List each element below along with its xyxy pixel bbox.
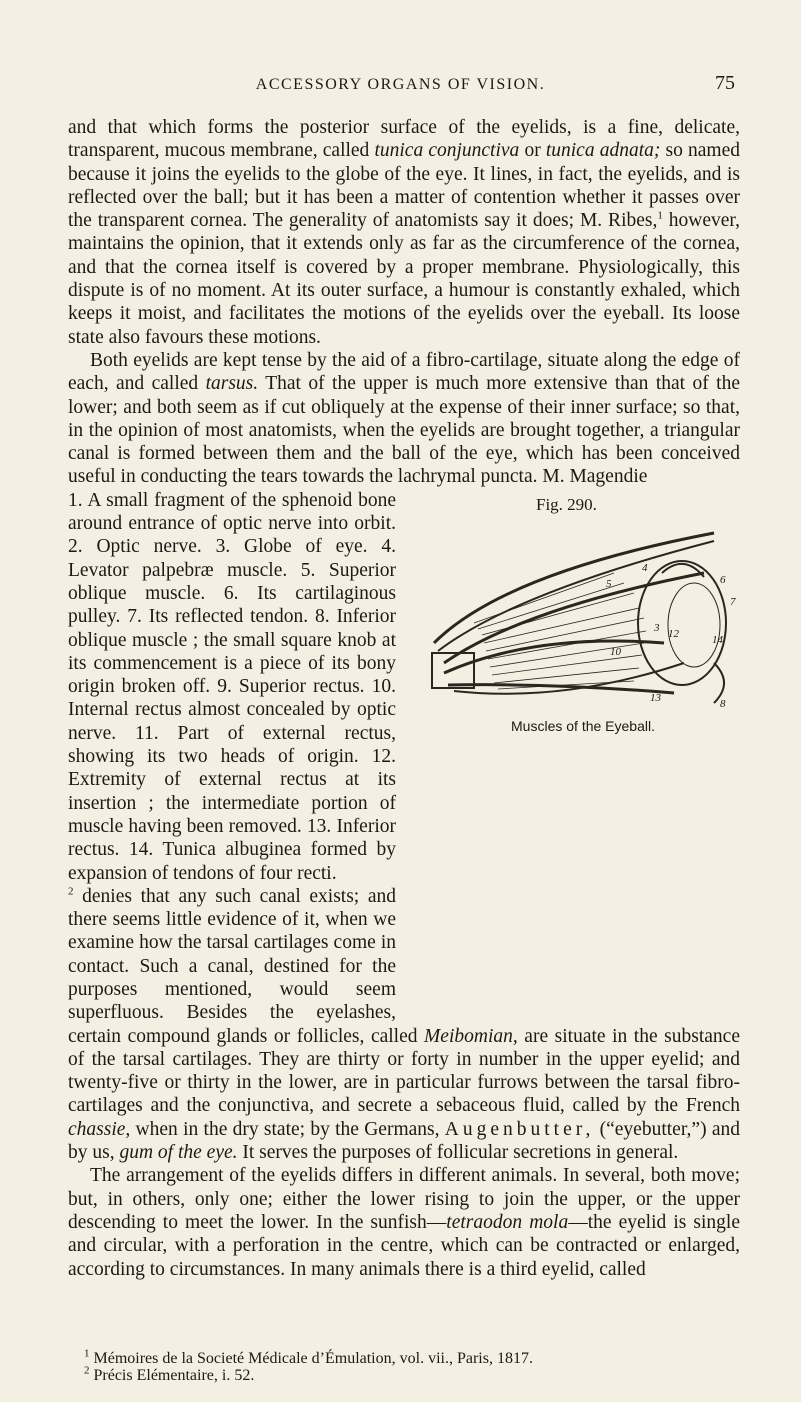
- paragraph-tarsus: Both eyelids are kept tense by the aid of a fibro-cartilage, situate along the edge of each, and called tarsus. That of the upper is much more extensive than that of the lower; and both seem as if cut obliquely at the expense of their inner surface; so that, in the opinion of most anatomists, when the eyelids are brought together, a triangular canal is formed between them and the ball of the eye, which has been conceived useful in conducting the tears towards the lachrymal puncta. M. Magendie Fig. 290. 4 5 6 7 3 12 14 10 13 8 Muscles of the Eyeball.: [68, 349, 740, 489]
- eyeball-muscles-drawing: [414, 513, 744, 713]
- figure-290: [404, 489, 740, 1014]
- term-chassie: chassie,: [68, 1118, 131, 1140]
- body-text: and that which forms the posterior surface of the eyelids, is a fine, delicate, transparent, mucous membrane, called tunica conjunctiva or tunica adnata; so named because it joins the eyelids to the globe of the eye. It lines, in fact, the eyelids, and is reflected over the ball; but it has been a matter of contention whether it passes over the transparent cornea. The generality of anatomists say it does; M. Ribes,$^1$ however, maintains the opinion, that it extends only as far as the circumference of the cornea, and that the cornea itself is covered by a proper membrane. Physiologically, this dispute is of no moment. At its outer surface, a humour is constantly exhaled, which keeps it moist, and facilitates the motions of the eyelids over the eyeball. Its loose state also favours these motions. Both eyelids are kept tense by the aid of a fibro-cartilage, situate along the edge of each, and called tarsus. That of the upper is much more extensive than that of the lower; and both seem as if cut obliquely at the expense of their inner surface; so that, in the opinion of most anatomists, when the eyelids are brought together, a triangular canal is formed between them and the ball of the eye, which has been conceived useful in conducting the tears towards the lachrymal puncta. M. Magendie Fig. 290. 4 5 6 7 3 12 14 10 13 8 Muscles of the Eyeball. 1. A small fragment of the sphenoid bone around entrance of optic nerve into orbit. 2. Optic nerve. 3. Globe of eye. 4. Levator palpebræ muscle. 5. Superior oblique muscle. 6. Its cartilaginous pulley. 7. Its reflected tendon. 8. Inferior oblique muscle ; the small square knob at its commencement is a piece of its bony origin broken off. 9. Superior rectus. 10. Internal rectus almost concealed by optic nerve. 11. Part of external rectus, showing its two heads of origin. 12. Extremity of external rectus at its insertion ; the intermediate portion of muscle having been removed. 13. Inferior rectus. 14. Tunica albuginea formed by expansion of tendons of four recti. $^2$ denies that any such canal exists; and there seems little evidence of it, when we examine how the tarsal cartilages come in contact. Such a canal, destined for the purposes mentioned, would seem superfluous. Besides the eyelashes, certain compound glands or follicles, called Meibomian, are situate in the substance of the tarsal cartilages. They are thirty or forty in number in the upper eyelid; and twenty-five or thirty in the lower, are in particular furrows between the tarsal fibro-cartilages and the conjunctiva, and secrete a sebaceous fluid, called by the French chassie, when in the dry state; by the Germans, Augenbutter, (“eyebutter,”) and by us, gum of the eye. It serves the purposes of follicular secretions in general. The arrangement of the eyelids differs in different animals. In several, both move; but, in others, only one; either the lower rising to join the upper, or the upper descending to meet the lower. In the sunfish—tetraodon mola—the eyelid is single and circular, with a perforation in the centre, which can be contracted or enlarged, according to circumstances. In many animals there is a third eyelid, called: [68, 116, 740, 1281]
- label-5: 5: [606, 577, 612, 590]
- footnotes: [84, 1347, 744, 1384]
- term-tunica-adnata: tunica adnata;: [545, 140, 661, 162]
- figure-label: Fig. 290.: [536, 494, 597, 514]
- label-6: 6: [720, 573, 726, 586]
- footnote-1: $^1$ Mémoires de la Societé Médicale d’Émulation, vol. vii., Paris, 1817.: [84, 1347, 533, 1367]
- page-number: 75: [715, 72, 735, 94]
- label-13: 13: [650, 691, 661, 704]
- paragraph-arrangement: The arrangement of the eyelids differs in different animals. In several, both move; but, in others, only one; either the lower rising to join the upper, or the upper descending to meet the lower. In the sunfish—tetraodon mola—the eyelid is single and circular, with a perforation in the centre, which can be contracted or enlarged, according to circumstances. In many animals there is a third eyelid, called: [68, 1165, 740, 1280]
- footnote-2: $^2$ Précis Elémentaire, i. 52.: [84, 1364, 255, 1384]
- running-title: ACCESSORY ORGANS OF VISION.: [255, 76, 546, 93]
- label-10: 10: [610, 645, 621, 658]
- term-tunica-conjunctiva: tunica conjunctiva: [374, 140, 520, 162]
- label-4: 4: [642, 561, 648, 574]
- label-12: 12: [668, 627, 679, 640]
- term-augenbutter: Augenbutter,: [444, 1118, 595, 1140]
- footnote-ref-1: 1: [657, 209, 663, 222]
- paragraph-conjunctiva: and that which forms the posterior surface of the eyelids, is a fine, delicate, transparent, mucous membrane, called tunica conjunctiva or tunica adnata; so named because it joins the eyelids to the globe of the eye. It lines, in fact, the eyelids, and is reflected over the ball; but it has been a matter of contention whether it passes over the transparent cornea. The generality of anatomists say it does; M. Ribes,$^1$ however, maintains the opinion, that it extends only as far as the circumference of the cornea, and that the cornea itself is covered by a proper membrane. Physiologically, this dispute is of no moment. At its outer surface, a humour is constantly exhaled, which keeps it moist, and facilitates the motions of the eyelids over the eyeball. Its loose state also favours these motions.: [68, 117, 740, 348]
- term-tarsus: tarsus.: [205, 373, 259, 395]
- term-meibomian: Meibomian,: [424, 1025, 518, 1047]
- term-tetraodon-mola: tetraodon mola: [446, 1211, 569, 1233]
- label-8: 8: [720, 697, 726, 710]
- label-7: 7: [730, 595, 736, 608]
- label-3: 3: [654, 621, 660, 634]
- term-gum-of-the-eye: gum of the eye.: [119, 1142, 238, 1164]
- label-14: 14: [712, 633, 723, 646]
- figure-caption: Muscles of the Eyeball.: [511, 717, 655, 734]
- footnote-ref-2: 2: [68, 885, 74, 898]
